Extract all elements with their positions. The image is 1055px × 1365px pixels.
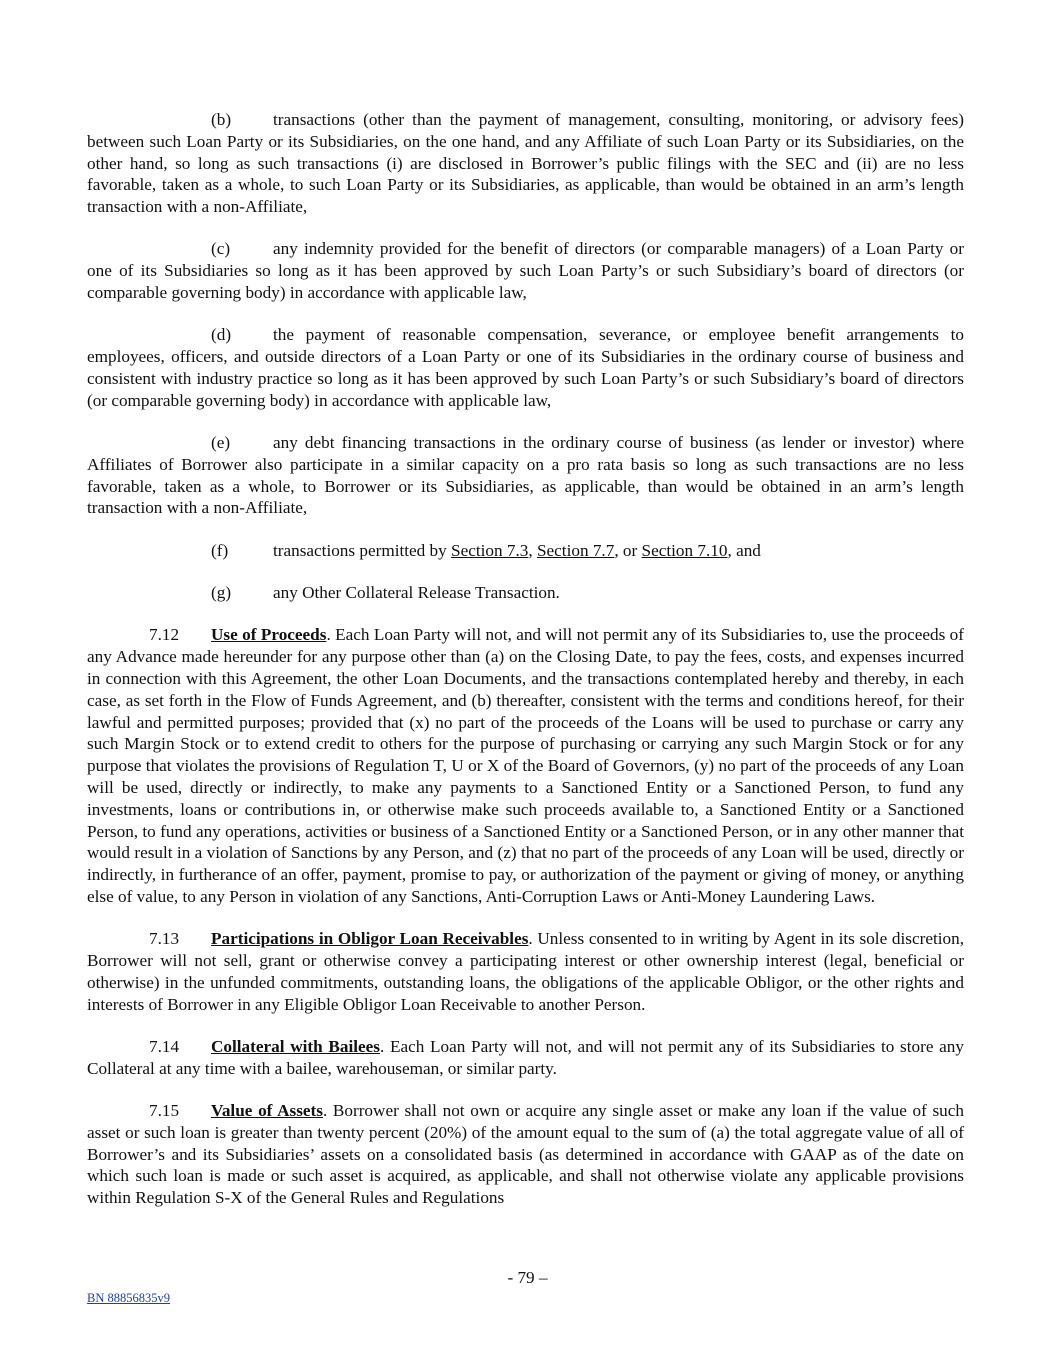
- section-heading: Participations in Obligor Loan Receivables: [211, 929, 529, 949]
- section-number: 7.15: [149, 1100, 180, 1120]
- paragraph-label: (b): [211, 110, 232, 129]
- paragraph-label: (c): [211, 239, 231, 259]
- paragraph-label: (g): [211, 583, 232, 603]
- section-number: 7.13: [149, 929, 180, 949]
- document-id-link[interactable]: BN 88856835v9: [87, 1291, 170, 1305]
- paragraph-text: any Other Collateral Release Transaction.: [273, 583, 560, 603]
- paragraph-b: [87, 109, 964, 218]
- section-7-12: [87, 624, 964, 907]
- paragraph-d: [87, 324, 964, 411]
- section-reference-7-3: Section 7.3: [451, 540, 529, 560]
- section-reference-7-7: Section 7.7: [536, 540, 615, 560]
- section-text: . Unless consented to in writing by Agent in its sole discretion, Borrower will not sell, grant or otherwise convey a participating interest or other ownership interest (legal, beneficial or otherwise) in the unfunded commitments, outstanding loans, the obligations of the applicable Obligor, or the other rights and interests of Borrower in any Eligible Obligor Loan Receivable to another Person.: [87, 929, 964, 1014]
- paragraph-text: any debt financing transactions in the ordinary course of business (as lender or investor) where Affiliates of Borrower also participate in a similar capacity on a pro rata basis so long as such transactions are no less favorable, taken as a whole, to Borrower or its Subsidiaries, as applicable, than would be obtained in an arm’s length transaction with a non-Affiliate,: [87, 433, 964, 518]
- section-text: . Borrower shall not own or acquire any single asset or make any loan if the value of such asset or such loan is greater than twenty percent (20%) of the amount equal to the sum of (a) the total aggregate value of all of Borrower’s and its Subsidiaries’ assets on a consolidated basis (as determined in accordance with GAAP as of the date on which such loan is made or such asset is acquired, as applicable, and shall not otherwise violate any applicable provisions within Regulation S-X of the General Rules and Regulations: [87, 1100, 964, 1208]
- paragraph-f: [211, 540, 964, 562]
- suffix-text: , and: [727, 540, 761, 560]
- paragraph-text: any indemnity provided for the benefit of directors (or comparable managers) of a Loan Party or one of its Subsidiaries so long as it has been approved by such Loan Party’s or such Subsidiary’s board of directors (or comparable governing body) in accordance with applicable law,: [87, 239, 964, 303]
- paragraph-text: transactions (other than the payment of management, consulting, monitoring, or advisory fees) between such Loan Party or its Subsidiaries, on the one hand, and any Affiliate of such Loan Party or its Subsidiaries, on the other hand, so long as such transactions (i) are disclosed in Borrower’s public filings with the SEC and (ii) are no less favorable, taken as a whole, to such Loan Party or its Subsidiaries, as applicable, than would be obtained in an arm’s length transaction with a non-Affiliate,: [87, 110, 964, 217]
- section-reference-7-10: Section 7.10: [641, 540, 728, 560]
- section-heading: Value of Assets: [211, 1100, 323, 1120]
- section-7-13: [87, 928, 964, 1015]
- paragraph-text: transactions permitted by: [273, 540, 452, 560]
- paragraph-label: (f): [211, 540, 229, 560]
- paragraph-c: [87, 238, 964, 303]
- section-heading: Use of Proceeds: [211, 625, 327, 645]
- separator-text: , or: [614, 540, 642, 560]
- section-7-15: [87, 1100, 964, 1209]
- paragraph-e: [87, 432, 964, 519]
- paragraph-text: the payment of reasonable compensation, severance, or employee benefit arrangements to employees, officers, and outside directors of a Loan Party or one of its Subsidiaries in the ordinary course of business and consistent with industry practice so long as it has been approved by such Loan Party’s or such Subsidiary’s board of directors (or comparable governing body) in accordance with applicable law,: [87, 325, 964, 410]
- section-number: 7.14: [149, 1036, 180, 1056]
- section-text: . Each Loan Party will not, and will not permit any of its Subsidiaries to, use the proceeds of any Advance made hereunder for any purpose other than (a) on the Closing Date, to pay the fees, costs, and expenses incurred in connection with this Agreement, the other Loan Documents, and the transactions contemplated hereby and thereby, in each case, as set forth in the Flow of Funds Agreement, and (b) thereafter, consistent with the terms and conditions hereof, for their lawful and permitted purposes; provided that (x) no part of the proceeds of the Loans will be used to purchase or carry any such Margin Stock or to extend credit to others for the purpose of purchasing or carrying any such Margin Stock or for any purpose that violates the provisions of Regulation T, U or X of the Board of Governors, (y) no part of the proceeds of any Loan will be used, directly or indirectly, to make any payments to a Sanctioned Entity or a Sanctioned Person, to fund any investments, loans or contributions in, or otherwise make such proceeds available to, a Sanctioned Entity or a Sanctioned Person, to fund any operations, activities or business of a Sanctioned Entity or a Sanctioned Person, or in any other manner that would result in a violation of Sanctions by any Person, and (z) that no part of the proceeds of any Loan will be used, directly or indirectly, in furtherance of an offer, payment, promise to pay, or authorization of the payment or giving of money, or anything else of value, to any Person in violation of any Sanctions, Anti-Corruption Laws or Anti-Money Laundering Laws.: [87, 625, 964, 906]
- section-heading: Collateral with Bailees: [211, 1036, 380, 1056]
- page-body: [87, 109, 964, 1229]
- paragraph-g: [211, 582, 964, 604]
- paragraph-label: (d): [211, 325, 232, 345]
- section-7-14: [87, 1036, 964, 1080]
- paragraph-label: (e): [211, 433, 231, 453]
- page-number: - 79 –: [507, 1268, 548, 1287]
- section-text: . Each Loan Party will not, and will not permit any of its Subsidiaries to store any Collateral at any time with a bailee, warehouseman, or similar party.: [87, 1036, 964, 1078]
- separator-text: ,: [528, 540, 537, 560]
- section-number: 7.12: [149, 625, 180, 645]
